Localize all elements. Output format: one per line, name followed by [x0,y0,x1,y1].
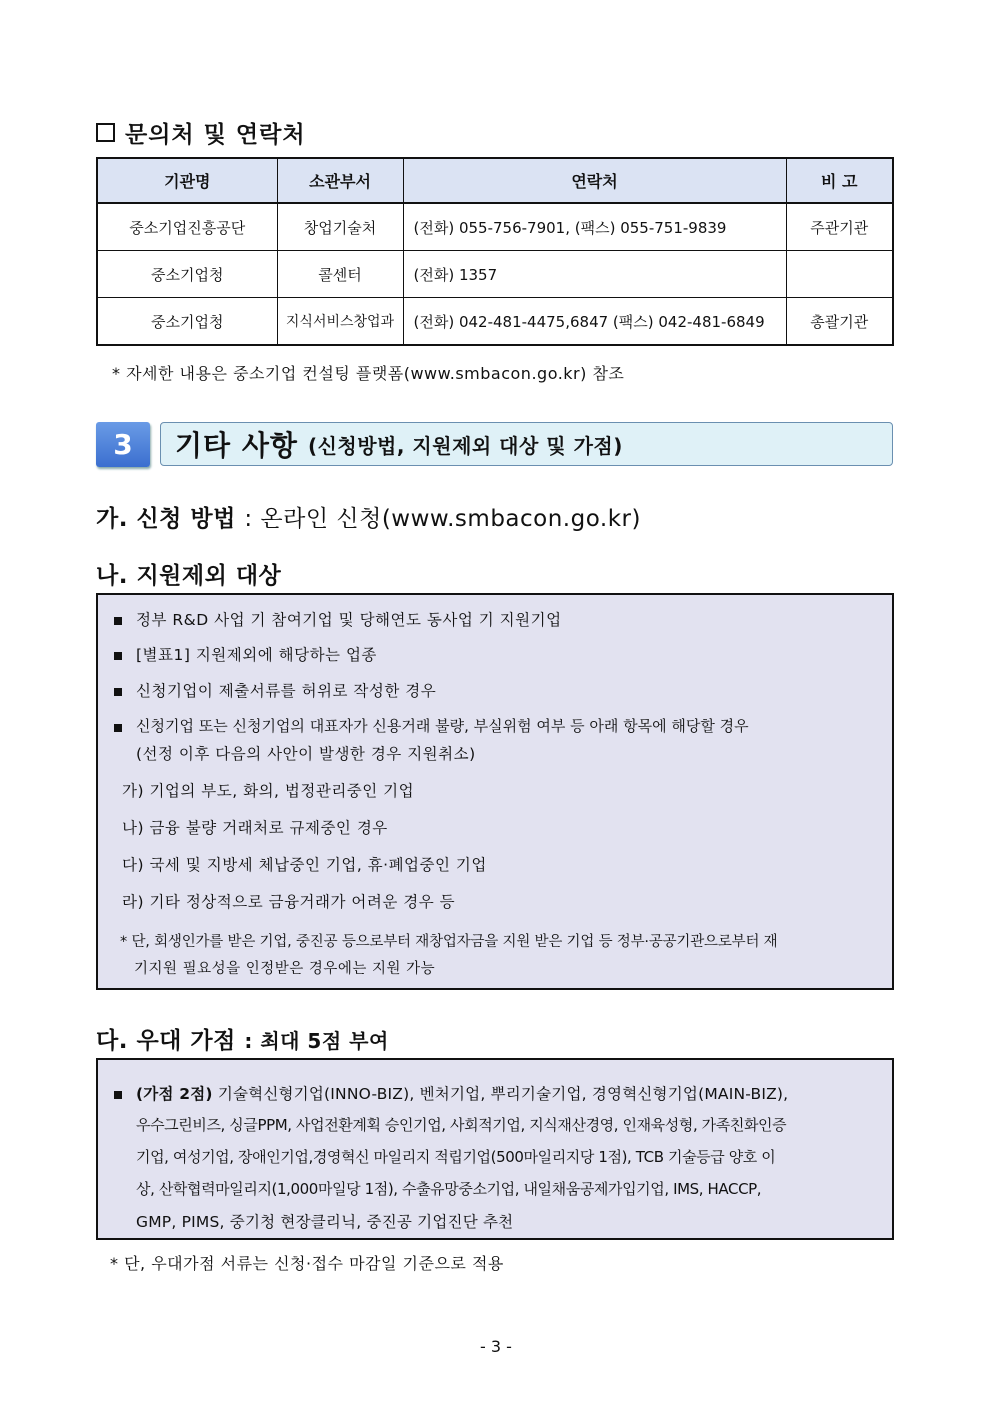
bonus-footnote: * 단, 우대가점 서류는 신청·접수 마감일 기준으로 적용 [110,1254,504,1273]
cell-org: 중소기업청 [97,251,277,298]
contact-section-title [96,116,306,149]
header-org: 기관명 [97,158,277,203]
checkbox-square-icon [96,123,115,142]
exclusion-item: 다) 국세 및 지방세 체납중인 기업, 휴·폐업중인 기업 [122,856,487,874]
cell-note: 주관기관 [786,203,893,251]
exclusion-item: 나) 금융 불량 거래처로 규제중인 경우 [122,819,388,837]
exclusion-heading: 나. 지원제외 대상 [96,563,282,589]
cell-contact: (전화) 1357 [403,251,786,298]
header-dept: 소관부서 [277,158,403,203]
cell-dept: 창업기술처 [277,203,403,251]
contact-table [96,157,894,346]
table-row [97,203,893,251]
square-bullet-icon [114,1091,122,1099]
bonus-text-line: 상, 산학협력마일리지(1,000마일당 1점), 수출유망중소기업, 내일채움공제가입기업, IMS, HACCP, [136,1180,762,1198]
cell-contact: (전화) 055-756-7901, (팩스) 055-751-9839 [403,203,786,251]
bonus-text-line: GMP, PIMS, 중기청 현장클리닉, 중진공 기업진단 추천 [136,1213,514,1231]
bonus-heading [96,1022,389,1055]
apply-heading [96,500,641,533]
cell-dept: 콜센터 [277,251,403,298]
cell-note [786,251,893,298]
exclusion-note-cont: 기지원 필요성을 인정받은 경우에는 지원 가능 [134,961,436,977]
section-number-badge: 3 [96,422,150,467]
table-row [97,251,893,298]
exclusion-item: 라) 기타 정상적으로 금융거래가 어려운 경우 등 [122,893,456,911]
cell-dept: 지식서비스창업과 [277,298,403,346]
apply-text: : 온라인 신청(www.smbacon.go.kr) [244,506,641,532]
exclusion-bullet: 정부 R&D 사업 기 참여기업 및 당해연도 동사업 기 지원기업 [136,611,562,629]
square-bullet-icon [114,688,122,696]
exclusion-bullet: 신청기업 또는 신청기업의 대표자가 신용거래 불량, 부실위험 여부 등 아래 항목에 해당할 경우 [136,717,749,735]
header-contact: 연락처 [403,158,786,203]
bonus-label: 다. 우대 가점 [96,1028,236,1054]
page-number: - 3 - [480,1337,512,1356]
apply-label: 가. 신청 방법 [96,506,236,532]
header-note: 비 고 [786,158,893,203]
exclusion-item: 가) 기업의 부도, 화의, 법정관리중인 기업 [122,782,415,800]
bonus-text-line: 기술혁신형기업(INNO-BIZ), 벤처기업, 뿌리기술기업, 경영혁신형기업(MAIN-BIZ), [217,1085,789,1103]
bonus-line-1 [136,1082,788,1104]
table-header-row [97,158,893,203]
square-bullet-icon [114,724,122,732]
bonus-text-line: 우수그린비즈, 싱글PPM, 사업전환계획 승인기업, 사회적기업, 지식재산경영, 인재육성형, 가족친화인증 [136,1116,787,1134]
cell-org: 중소기업진흥공단 [97,203,277,251]
bonus-box [96,1058,894,1240]
cell-note: 총괄기관 [786,298,893,346]
exclusion-bullet: 신청기업이 제출서류를 허위로 작성한 경우 [136,682,437,700]
bonus-lead: (가점 2점) [136,1085,213,1103]
square-bullet-icon [114,617,122,625]
table-row [97,298,893,346]
contact-footnote: * 자세한 내용은 중소기업 컨설팅 플랫폼(www.smbacon.go.kr) 참조 [112,364,625,383]
cell-org: 중소기업청 [97,298,277,346]
bonus-text: : 최대 5점 부여 [244,1029,389,1053]
square-bullet-icon [114,652,122,660]
exclusion-bullet: [별표1] 지원제외에 해당하는 업종 [136,646,377,664]
contact-section-title-text: 문의처 및 연락처 [125,122,306,148]
exclusion-box [96,593,894,990]
bonus-text-line: 기업, 여성기업, 장애인기업,경영혁신 마일리지 적립기업(500마일리지당 1점), TCB 기술등급 양호 이 [136,1148,776,1166]
section-subtitle: (신청방법, 지원제외 대상 및 가점) [307,433,623,458]
exclusion-bullet-continuation: (선정 이후 다음의 사안이 발생한 경우 지원취소) [136,745,476,763]
exclusion-note: * 단, 회생인가를 받은 기업, 중진공 등으로부터 재창업자금을 지원 받은 기업 등 정부·공공기관으로부터 재 [120,934,778,950]
section-title: 기타 사항 [175,429,298,462]
section-banner [160,422,893,466]
cell-contact: (전화) 042-481-4475,6847 (팩스) 042-481-6849 [403,298,786,346]
